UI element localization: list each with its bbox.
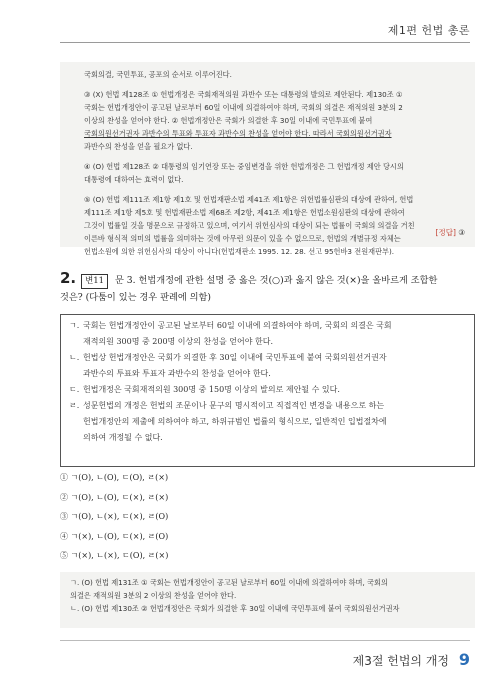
explanation-box (60, 62, 475, 256)
choice-item: ② ㄱ(O), ㄴ(O), ㄷ(×), ㄹ(×) (60, 492, 169, 502)
statement-line: 헌법상 헌법개정안은 국회가 의결한 후 30일 이내에 국민투표에 붙여 국회의원선거권자 (83, 353, 387, 362)
question-number: 2. (60, 269, 77, 287)
explanation-line: 이상의 찬성을 얻어야 한다. ② 헌법개정안은 국회가 의결한 후 30일 이내에 국민투표에 붙여 (84, 116, 373, 125)
answer-value: ③ (458, 228, 465, 237)
explanation-line: 제111조 제1항 제5호 및 헌법재판소법 제68조 제2항, 제41조 제1항은 헌법소원심판의 대상에 관하여 (84, 208, 405, 217)
explanation-line: 국회는 헌법개정안이 공고된 날로부터 60일 이내에 의결하여야 하며, 국회의 의결은 재적의원 3분의 2 (84, 103, 403, 112)
answer-label: [정답] (435, 228, 456, 237)
explanation-line: 헌법소원에 의한 위헌심사의 대상이 아니다(헌법재판소 1995. 12. 28. 선고 95헌바3 전원재판부). (84, 247, 395, 256)
page-number: 9 (458, 650, 470, 669)
statement-line: 헌법개정은 국회재적의원 300명 중 150명 이상의 발의로 제안될 수 있다. (83, 385, 340, 394)
explanation-line: 이른바 형식적 의미의 법률을 의미하는 것에 아무런 의문이 있을 수 없으므로, 헌법의 개별규정 자체는 (84, 234, 401, 243)
statement-item (61, 318, 474, 350)
statement-item (61, 398, 474, 446)
statement-line: 헌법개정안의 제출에 의하여야 하고, 하위규범인 법률의 형식으로, 일반적인 입법절차에 (83, 417, 387, 426)
statement-line: 의하여 개정될 수 없다. (83, 433, 163, 442)
explanation-line: ⑤ (O) 헌법 제111조 제1항 제1호 및 헌법재판소법 제41조 제1항은 위헌법률심판의 대상에 관하여, 헌법 (84, 195, 414, 204)
question-text-line2: 것은? (다툼이 있는 경우 판례에 의함) (60, 292, 211, 303)
footer-section-title: 제3절 헌법의 개정 (352, 654, 450, 668)
answer-indicator (436, 226, 465, 239)
explanation-line: ㄴ. (O) 헌법 제130조 ② 헌법개정안은 국회가 의결한 후 30일 이내에 국민투표에 붙여 국회의원선거권자 (70, 604, 400, 613)
explanation-line: ㄱ. (O) 헌법 제131조 ① 국회는 헌법개정안이 공고된 날로부터 60일 이내에 의결하여야 하며, 국회의 (70, 578, 388, 587)
statement-line: 재적의원 300명 중 200명 이상의 찬성을 얻어야 한다. (83, 337, 273, 346)
bottom-explanation-box (60, 572, 475, 628)
statement-item (61, 350, 474, 382)
explanation-line: 의결은 재적의원 3분의 2 이상의 찬성을 얻어야 한다. (70, 591, 237, 600)
choice-item: ① ㄱ(O), ㄴ(O), ㄷ(O), ㄹ(×) (60, 473, 169, 482)
page-footer (353, 650, 470, 669)
statement-line: 국회는 헌법개정안이 공고된 날로부터 60일 이내에 의결하여야 하며, 국회의 의결은 국회 (83, 321, 392, 330)
answer-choices (60, 472, 168, 570)
statements-box (60, 314, 475, 467)
statement-marker: ㄷ. (69, 385, 80, 394)
explanation-line: ③ (X) 헌법 제128조 ① 헌법개정은 국회재적의원 과반수 또는 대통령의 발의로 제안된다. 제130조 ① (84, 90, 403, 99)
explanation-line: ④ (O) 헌법 제128조 ② 대통령의 임기연장 또는 중임변경을 위한 헌법개정은 그 헌법개정 제안 당시의 (84, 162, 404, 171)
statement-marker: ㄴ. (69, 353, 80, 362)
statement-line: 과반수의 투표와 투표자 과반수의 찬성을 얻어야 한다. (83, 369, 271, 378)
header-divider (60, 42, 470, 43)
statement-marker: ㄱ. (69, 321, 80, 330)
choice-item: ④ ㄱ(×), ㄴ(O), ㄷ(×), ㄹ(O) (60, 531, 169, 541)
explanation-line: 대통령에 대하여는 효력이 없다. (84, 175, 184, 184)
choice-item: ③ ㄱ(O), ㄴ(×), ㄷ(×), ㄹ(O) (60, 512, 169, 521)
explanation-line: 국회의결, 국민투표, 공포의 순서로 이루어진다. (84, 70, 232, 79)
explanation-line: 그것이 법률일 것을 명문으로 규정하고 있으며, 여기서 위헌심사의 대상이 되는 법률이 국회의 의결을 거친 (84, 221, 415, 230)
question-text-line1: 문 3. 헌법개정에 관한 설명 중 옳은 것(○)과 옳지 않은 것(×)을 올바르게 조합한 (115, 275, 438, 286)
explanation-line: 국회의원선거권자 과반수의 투표와 투표자 과반수의 찬성을 얻어야 한다. 따라서 국회의원선거권자 (84, 129, 392, 138)
explanation-line: 과반수의 찬성을 얻을 필요가 없다. (84, 142, 193, 151)
header-title: 제1편 헌법 총론 (387, 24, 470, 37)
statement-item (61, 382, 474, 398)
choice-item: ⑤ ㄱ(×), ㄴ(×), ㄷ(O), ㄹ(×) (60, 551, 169, 560)
question-source-tag: 변11 (81, 274, 108, 289)
question-heading (60, 270, 475, 306)
statement-line: 성문헌법의 개정은 헌법의 조문이나 문구의 명시적이고 직접적인 변경을 내용으로 하는 (83, 401, 385, 410)
statement-marker: ㄹ. (69, 401, 80, 410)
footer-divider (60, 640, 470, 641)
